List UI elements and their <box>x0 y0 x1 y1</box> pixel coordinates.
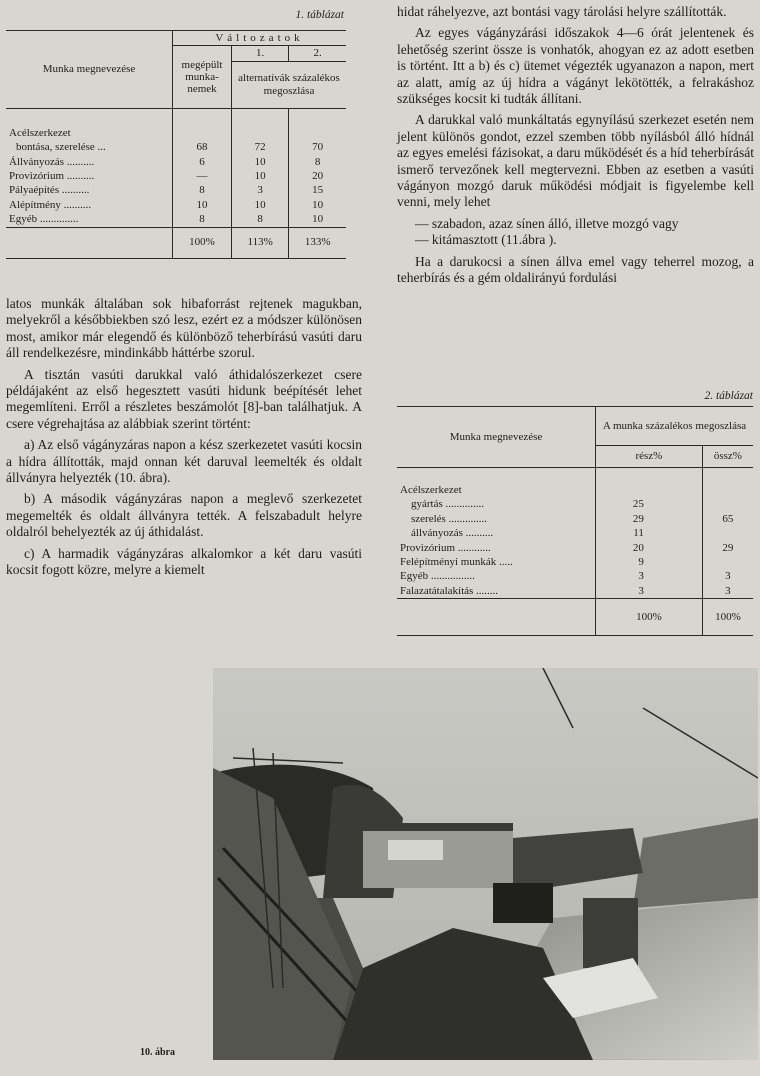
table1-caption: 1. táblázat <box>295 9 344 21</box>
row-name: Provizórium .......... <box>9 170 95 183</box>
table-row <box>397 497 753 511</box>
total: 100% <box>702 599 753 636</box>
table-row <box>6 198 346 212</box>
table1-alt-header: alternatívák százalékos megoszlása <box>232 61 347 108</box>
table-row <box>6 155 346 169</box>
cell <box>702 526 753 540</box>
table1-col-built: megépült munka-nemek <box>173 46 232 108</box>
cell: 29 <box>702 541 753 555</box>
cell: 11 <box>596 526 703 540</box>
cell: 10 <box>232 169 289 183</box>
paragraph: A darukkal való munkáltatás egynyílású szerkezet esetén nem jelent különös gondot, ezzel szemben több nyílásból álló hídnál az egyes emelési fázisokat, a daru működését és a híd teherbírását ismerő tervezőnek kell megtervezni. Ebben az esetben a vasúti vágányon mozgó daruk működési módjait is figyelembe kell venni, mely lehet <box>397 112 754 210</box>
table-row <box>6 140 346 154</box>
right-column <box>397 4 754 292</box>
paragraph: Az egyes vágányzárási időszakok 4—6 órát jelentenek és lehetőség szerint össze is vonhatók, ahogyan ez az adott esetben is történt. Itt a b) és c) ütemet végezték ugyanazon a napon, mert az alatt, amíg az új hídra a vágányt lekötötték, a felrakáshoz szükséges kocsit ki tudták állítani. <box>397 25 754 107</box>
cell: 10 <box>232 155 289 169</box>
total: 113% <box>232 227 289 258</box>
cell: 8 <box>173 212 232 227</box>
cell: 3 <box>596 569 703 583</box>
total: 100% <box>173 227 232 258</box>
table-row <box>397 569 753 583</box>
cell: 3 <box>702 569 753 583</box>
paragraph: Ha a darukocsi a sínen állva emel vagy teherrel mozog, a teherbírás és a gém oldalirányú fordulási <box>397 253 754 286</box>
table-row <box>397 526 753 540</box>
total: 100% <box>596 599 703 636</box>
row-name: szerelés .............. <box>411 512 488 525</box>
row-name: állványozás .......... <box>411 527 494 540</box>
table2-sub1: rész% <box>596 446 703 468</box>
cell: 3 <box>232 183 289 197</box>
table1 <box>6 30 346 259</box>
cell <box>702 555 753 569</box>
row-name: Acélszerkezet <box>9 126 71 139</box>
list-item: — kitámasztott (11.ábra ). <box>415 232 557 248</box>
table2-sub2: össz% <box>702 446 753 468</box>
cell: 3 <box>702 584 753 599</box>
paragraph: b) A második vágányzáras napon a meglevő szerkezetet megemelték és oldalt állványra tették. A felszabadult helyre oldalról behelyezték az új áthidalást. <box>6 491 362 540</box>
table-row <box>397 555 753 569</box>
paragraph: hidat ráhelyezve, azt bontási vagy tárolási helyre szállították. <box>397 4 727 19</box>
cell: 15 <box>289 183 346 197</box>
cell: 10 <box>173 198 232 212</box>
cell <box>702 497 753 511</box>
row-name: Falazatátalakítás ........ <box>397 584 596 599</box>
cell: 3 <box>596 584 703 599</box>
row-name: bontása, szerelése ... <box>16 141 106 154</box>
cell: — <box>173 169 232 183</box>
cell: 29 <box>596 512 703 526</box>
row-name: Egyéb .............. <box>6 212 173 227</box>
cell: 70 <box>289 140 346 154</box>
table-row <box>6 108 346 140</box>
table2-pct-header: A munka százalékos megoszlása <box>596 407 754 446</box>
row-name: Egyéb ................ <box>400 570 475 583</box>
table-row <box>397 468 753 498</box>
paragraph: latos munkák általában sok hibaforrást rejtenek magukban, melyekről a későbbiekben szó lesz, ezért ez a módszer különösen most, amikor már elegendő és különböző teherbírású vasúti daru áll rendelkezésre, mindinkább háttérbe szorul. <box>6 296 362 361</box>
table1-group-header: Változatok <box>173 31 347 46</box>
cell: 8 <box>173 183 232 197</box>
table-row <box>397 512 753 526</box>
row-name: gyártás .............. <box>411 498 485 511</box>
row-name: Felépítményi munkák ..... <box>400 556 513 569</box>
left-column <box>6 296 362 584</box>
table1-col-2: 2. <box>289 46 346 61</box>
list-item: — szabadon, azaz sínen álló, illetve mozgó vagy <box>415 215 679 231</box>
row-name: Állványozás .......... <box>9 155 95 168</box>
cell: 10 <box>232 198 289 212</box>
row-name: Alépítmény .......... <box>9 198 92 211</box>
cell: 10 <box>289 212 346 227</box>
row-name: Pályaépítés .......... <box>9 184 90 197</box>
cell: 8 <box>232 212 289 227</box>
row-name: Acélszerkezet <box>400 484 462 496</box>
cell: 8 <box>289 155 346 169</box>
table2-col-header: Munka megnevezése <box>397 407 596 468</box>
paragraph: a) Az első vágányzáras napon a kész szerkezetet vasúti kocsin a hídra állították, majd onnan két daruval leemelték és oldalt állványra helyezték (10. ábra). <box>6 437 362 486</box>
cell: 72 <box>232 140 289 154</box>
cell: 10 <box>289 198 346 212</box>
cell: 25 <box>596 497 703 511</box>
table-row <box>397 584 753 599</box>
table1-col-header: Munka megnevezése <box>6 31 173 109</box>
cell: 6 <box>173 155 232 169</box>
paragraph: c) A harmadik vágányzáras alkalomkor a két daru vasúti kocsit fogott közre, melyre a kiemelt <box>6 545 362 578</box>
table-row <box>6 183 346 197</box>
table2-caption: 2. táblázat <box>704 390 753 402</box>
table-total-row <box>397 599 753 636</box>
total: 133% <box>289 227 346 258</box>
table-row <box>6 212 346 227</box>
table-total-row <box>6 227 346 258</box>
cell: 20 <box>289 169 346 183</box>
cell: 65 <box>702 512 753 526</box>
cell: 9 <box>596 555 703 569</box>
bridge-photo <box>213 668 758 1060</box>
figure-label: 10. ábra <box>140 1047 175 1058</box>
cell: 68 <box>173 140 232 154</box>
row-name: Provizórium ............ <box>400 541 491 554</box>
cell: 20 <box>596 541 703 555</box>
table1-col-1: 1. <box>232 46 289 61</box>
table-row <box>397 541 753 555</box>
paragraph: A tisztán vasúti darukkal való áthidalószerkezet csere példájaként az első hegesztett vasúti hidunk beépítését lehet megemlíteni. Erről a részletes beszámolót [8]-ban találhatjuk. A csere végrehajtása az alábbiak szerint történt: <box>6 366 362 431</box>
table2 <box>397 406 753 636</box>
table-row <box>6 169 346 183</box>
